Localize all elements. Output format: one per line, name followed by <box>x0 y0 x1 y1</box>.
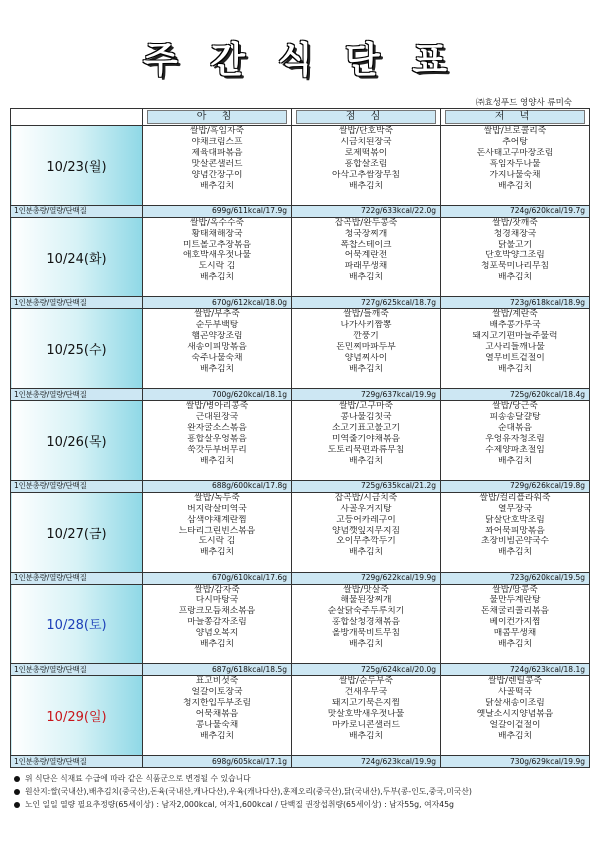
dish-item: 어묵계란전 <box>344 250 388 261</box>
dish-item: 삼색야채계란찜 <box>187 514 247 525</box>
dish-item: 쌀밥/녹두죽 <box>194 492 240 503</box>
weekly-menu-table <box>10 108 590 768</box>
day-label: 10/25(수) <box>11 309 143 389</box>
dish-item: 버지락살미역국 <box>187 503 247 514</box>
dish-item: 숙주나물숙채 <box>191 353 243 364</box>
dish-item: 쌀밥/맛살죽 <box>343 584 389 595</box>
dish-item: 양념오복지 <box>195 628 239 639</box>
header-corner <box>11 109 143 126</box>
dish-item: 쑥갓두부버무리 <box>187 444 247 455</box>
breakfast-nutrition: 699g/611kcal/17.9g <box>143 205 292 217</box>
dish-item: 배추김치 <box>349 547 383 558</box>
day-label: 10/24(화) <box>11 217 143 297</box>
dish-item: 옛날소시지양념볶음 <box>476 708 554 719</box>
dish-item: 홍합살청경채볶음 <box>332 617 400 628</box>
day-row <box>11 492 590 572</box>
dish-item: 돈사태고구마장조림 <box>476 147 554 158</box>
dish-item: 닭살단호박조림 <box>485 514 545 525</box>
dish-item: 순살닭숙주두루치기 <box>327 606 405 617</box>
dinner-nutrition: 730g/629kcal/19.9g <box>441 756 590 768</box>
dish-item: 배추김치 <box>200 730 234 741</box>
dish-item: 표고비섯죽 <box>195 676 239 687</box>
dish-item: 순대볶음 <box>498 422 532 433</box>
dish-item: 제육대파볶음 <box>191 147 243 158</box>
dish-item: 완자굴소스볶음 <box>187 422 247 433</box>
dish-item: 배추콩가루국 <box>489 320 541 331</box>
dish-item: 얼갈이토장국 <box>191 687 243 698</box>
lunch-cell <box>292 309 441 389</box>
dish-item: 닭불고기 <box>498 239 532 250</box>
dish-item: 배추김치 <box>498 639 532 650</box>
dish-item: 얼갈이겉절이 <box>489 719 541 730</box>
dish-item: 새송이피망볶음 <box>187 342 247 353</box>
nutrition-label: 1인분총량/열량/단백질 <box>11 480 143 492</box>
breakfast-cell <box>143 126 292 206</box>
dish-item: 잡곡밥/시금치죽 <box>334 492 398 503</box>
dish-item: 쌀밥/당근죽 <box>492 401 538 412</box>
breakfast-cell <box>143 492 292 572</box>
dish-item: 시금치된장국 <box>340 136 392 147</box>
dish-item: 양념찌사이 <box>344 353 388 364</box>
day-label: 10/28(토) <box>11 584 143 664</box>
breakfast-nutrition: 698g/605kcal/17.1g <box>143 756 292 768</box>
dish-item: 배추김치 <box>349 180 383 191</box>
dish-item: 배추김치 <box>200 547 234 558</box>
dish-item: 쌀밥/렌틸콩죽 <box>488 676 542 687</box>
lunch-cell <box>292 126 441 206</box>
lunch-nutrition: 729g/622kcal/19.9g <box>292 572 441 584</box>
dish-item: 배추김치 <box>200 363 234 374</box>
organization-label: ㈜효성푸드 영양사 류미숙 <box>475 98 572 108</box>
dish-item: 근대된장국 <box>195 412 239 423</box>
nutrition-row <box>11 572 590 584</box>
lunch-cell <box>292 217 441 297</box>
dinner-nutrition: 723g/618kcal/18.9g <box>441 297 590 309</box>
nutrition-label: 1인분총량/열량/단백질 <box>11 205 143 217</box>
breakfast-nutrition: 670g/612kcal/18.0g <box>143 297 292 309</box>
dish-item: 프랑크모듬채소볶음 <box>178 606 256 617</box>
day-label: 10/26(목) <box>11 401 143 481</box>
note-item: 위 식단은 식재료 수급에 따라 같은 식품군으로 변경될 수 있습니다 <box>14 772 590 785</box>
dish-item: 피송송달걀탕 <box>489 412 541 423</box>
dish-item: 청경채장국 <box>493 228 537 239</box>
lunch-nutrition: 727g/625kcal/18.7g <box>292 297 441 309</box>
nutrition-row <box>11 480 590 492</box>
dish-item: 사골떡국 <box>498 687 532 698</box>
dish-item: 마늘쫑감자조림 <box>187 617 247 628</box>
dish-item: 수제양파초절임 <box>485 444 545 455</box>
dish-item: 나가사키짬뽕 <box>340 320 392 331</box>
header-row <box>11 109 590 126</box>
dish-item: 쌀밥/계란죽 <box>492 309 538 320</box>
day-row <box>11 309 590 389</box>
lunch-cell <box>292 401 441 481</box>
dish-item: 배추김치 <box>498 363 532 374</box>
dinner-cell <box>441 492 590 572</box>
dish-item: 쌀밥/컬리플라워죽 <box>479 492 551 503</box>
dish-item: 마카로니콘샐러드 <box>332 719 400 730</box>
dish-item: 쌀밥/브로콜리죽 <box>483 126 547 136</box>
dish-item: 콩나물숙채 <box>195 719 239 730</box>
nutrition-label: 1인분총량/열량/단백질 <box>11 664 143 676</box>
dish-item: 배추김치 <box>498 455 532 466</box>
dinner-nutrition: 723g/620kcal/19.5g <box>441 572 590 584</box>
dish-item: 돈채굴리콜리볶음 <box>481 606 549 617</box>
dish-item: 양념간장구이 <box>191 169 243 180</box>
dish-item: 열무비트겉절이 <box>485 353 545 364</box>
lunch-cell <box>292 584 441 664</box>
bullet-icon <box>14 776 20 782</box>
header-breakfast: 아 침 <box>143 109 292 126</box>
dish-item: 야채크림스프 <box>191 136 243 147</box>
dish-item: 사골우거지탕 <box>340 503 392 514</box>
nutrition-row <box>11 756 590 768</box>
day-row <box>11 401 590 481</box>
dish-item: 배추김치 <box>349 730 383 741</box>
dish-item: 순두부백탕 <box>195 320 239 331</box>
dish-item: 배추김치 <box>498 180 532 191</box>
dish-item: 배추김치 <box>498 272 532 283</box>
dish-item: 배추김치 <box>349 363 383 374</box>
dish-item: 파래무생채 <box>344 261 388 272</box>
dish-item: 어묵채볶음 <box>195 708 239 719</box>
nutrition-label: 1인분총량/열량/단백질 <box>11 389 143 401</box>
dish-item: 오이무추깍두기 <box>336 536 396 547</box>
dish-item: 배추김치 <box>200 455 234 466</box>
dish-item: 배추김치 <box>349 272 383 283</box>
day-label: 10/27(금) <box>11 492 143 572</box>
dish-item: 도토리묵편과류무침 <box>327 444 405 455</box>
dish-item: 고등어카레구이 <box>336 514 396 525</box>
dish-item: 로제떡볶이 <box>344 147 388 158</box>
dish-item: 열무장국 <box>498 503 532 514</box>
dish-item: 도시락 김 <box>198 536 236 547</box>
dish-item: 미역줄기야채볶음 <box>332 433 400 444</box>
day-row <box>11 676 590 756</box>
dinner-cell <box>441 126 590 206</box>
dish-item: 초장비빔곤약국수 <box>481 536 549 547</box>
dish-item: 가지나물숙채 <box>489 169 541 180</box>
dish-item: 돼지고기묵은지찜 <box>332 698 400 709</box>
breakfast-cell <box>143 217 292 297</box>
bullet-icon <box>14 789 20 795</box>
dish-item: 고사리들깨나물 <box>485 342 545 353</box>
lunch-nutrition: 729g/637kcal/19.9g <box>292 389 441 401</box>
page-title: 주 간 식 단 표 <box>142 40 457 81</box>
dish-item: 맛살호박새우젓나물 <box>327 708 405 719</box>
dish-item: 쌀밥/순두부죽 <box>339 676 393 687</box>
nutrition-row <box>11 205 590 217</box>
dish-item: 돈민찌마파두부 <box>336 342 396 353</box>
dish-item: 흥합살우엉볶음 <box>187 433 247 444</box>
dinner-nutrition: 729g/626kcal/19.8g <box>441 480 590 492</box>
dish-item: 쌀밥/병아리콩죽 <box>185 401 249 412</box>
day-row <box>11 126 590 206</box>
nutrition-row <box>11 297 590 309</box>
dish-item: 쌀밥/부추죽 <box>194 309 240 320</box>
dish-item: 애호박새우젓나물 <box>183 250 251 261</box>
dinner-cell <box>441 401 590 481</box>
dish-item: 청국장찌개 <box>344 228 388 239</box>
breakfast-cell <box>143 401 292 481</box>
dish-item: 배추김치 <box>498 730 532 741</box>
dish-item: 올방개묵비트무침 <box>332 628 400 639</box>
dish-item: 쌀밥/옥수수죽 <box>190 217 244 228</box>
note-item: 노인 일일 열량 필요추정량(65세이상) : 남자2,000kcal, 여자1,600kcal / 단백질 권장섭취량(65세이상) : 남자55g, 여자45g <box>14 798 590 811</box>
lunch-nutrition: 725g/624kcal/20.0g <box>292 664 441 676</box>
dish-item: 햄곤약장조림 <box>191 331 243 342</box>
nutrition-label: 1인분총량/열량/단백질 <box>11 572 143 584</box>
breakfast-cell <box>143 584 292 664</box>
notes-section <box>14 772 590 811</box>
dish-item: 폭찹스테이크 <box>340 239 392 250</box>
day-row <box>11 584 590 664</box>
bullet-icon <box>14 802 20 808</box>
dish-item: 해물된장찌개 <box>340 595 392 606</box>
breakfast-cell <box>143 309 292 389</box>
lunch-nutrition: 725g/635kcal/21.2g <box>292 480 441 492</box>
dish-item: 쌀밥/흑임자죽 <box>190 126 244 136</box>
nutrition-label: 1인분총량/열량/단백질 <box>11 756 143 768</box>
nutrition-label: 1인분총량/열량/단백질 <box>11 297 143 309</box>
dish-item: 베이컨가지찜 <box>489 617 541 628</box>
dish-item: 쌀밥/고구마죽 <box>339 401 393 412</box>
lunch-nutrition: 722g/633kcal/22.0g <box>292 205 441 217</box>
dinner-cell <box>441 309 590 389</box>
dinner-nutrition: 724g/623kcal/18.1g <box>441 664 590 676</box>
dish-item: 배추김치 <box>200 180 234 191</box>
header-dinner: 저 녁 <box>441 109 590 126</box>
dinner-nutrition: 725g/620kcal/18.4g <box>441 389 590 401</box>
header-lunch: 점 심 <box>292 109 441 126</box>
dish-item: 배추김치 <box>200 272 234 283</box>
dish-item: 쌀밥/들깨죽 <box>343 309 389 320</box>
dish-item: 쌀밥/땅콩죽 <box>492 584 538 595</box>
breakfast-nutrition: 670g/610kcal/17.6g <box>143 572 292 584</box>
dish-item: 깐풍기 <box>353 331 379 342</box>
dish-item: 단호박양그조림 <box>485 250 545 261</box>
dinner-cell <box>441 676 590 756</box>
nutrition-row <box>11 389 590 401</box>
dish-item: 매콤무생채 <box>493 628 537 639</box>
dish-item: 미트볼고추장볶음 <box>183 239 251 250</box>
dish-item: 흥합살조림 <box>344 158 388 169</box>
dinner-cell <box>441 584 590 664</box>
dish-item: 배추김치 <box>349 639 383 650</box>
lunch-cell <box>292 676 441 756</box>
dish-item: 닭살새송이조림 <box>485 698 545 709</box>
dish-item: 잡곡밥/완두콩죽 <box>334 217 398 228</box>
dish-item: 양념깻잎지무지짐 <box>332 525 400 536</box>
breakfast-nutrition: 687g/618kcal/18.5g <box>143 664 292 676</box>
dish-item: 느타리그린빈스볶음 <box>178 525 256 536</box>
breakfast-nutrition: 688g/600kcal/17.8g <box>143 480 292 492</box>
dish-item: 배추김치 <box>349 455 383 466</box>
note-item: 원산지:쌀(국내산),배추김치(중국산),돈육(국내산,캐나다산),우육(캐나다산),훈제오리(중국산),닭(국내산),두부(콩-인도,중국,미국산) <box>14 785 590 798</box>
lunch-cell <box>292 492 441 572</box>
day-label: 10/29(일) <box>11 676 143 756</box>
dish-item: 건새우무국 <box>344 687 388 698</box>
dish-item: 청지한입두부조림 <box>183 698 251 709</box>
dish-item: 다시마탕국 <box>195 595 239 606</box>
dish-item: 흑임자두나물 <box>489 158 541 169</box>
dinner-cell <box>441 217 590 297</box>
lunch-nutrition: 724g/623kcal/19.9g <box>292 756 441 768</box>
dish-item: 꽈어묵피망볶음 <box>485 525 545 536</box>
dish-item: 돼지고기편마늘주물럭 <box>472 331 558 342</box>
dish-item: 배추김치 <box>498 547 532 558</box>
dinner-nutrition: 724g/620kcal/19.7g <box>441 205 590 217</box>
dish-item: 청포묵미나리무침 <box>481 261 549 272</box>
dish-item: 쌀밥/잣깨죽 <box>492 217 538 228</box>
dish-item: 콩나물김칫국 <box>340 412 392 423</box>
dish-item: 맛살콘샐러드 <box>191 158 243 169</box>
day-label: 10/23(월) <box>11 126 143 206</box>
dish-item: 쌀밥/단호박죽 <box>339 126 393 136</box>
breakfast-nutrition: 700g/620kcal/18.1g <box>143 389 292 401</box>
breakfast-cell <box>143 676 292 756</box>
dish-item: 배추김치 <box>200 639 234 650</box>
dish-item: 추어탕 <box>502 136 528 147</box>
dish-item: 물만두계란탕 <box>489 595 541 606</box>
dish-item: 쌀밥/감자죽 <box>194 584 240 595</box>
nutrition-row <box>11 664 590 676</box>
dish-item: 아삭고추쌈장무침 <box>332 169 400 180</box>
dish-item: 황태채해장국 <box>191 228 243 239</box>
day-row <box>11 217 590 297</box>
dish-item: 도시락 김 <box>198 261 236 272</box>
dish-item: 우엉유자청조림 <box>485 433 545 444</box>
dish-item: 소고기표고불고기 <box>332 422 400 433</box>
